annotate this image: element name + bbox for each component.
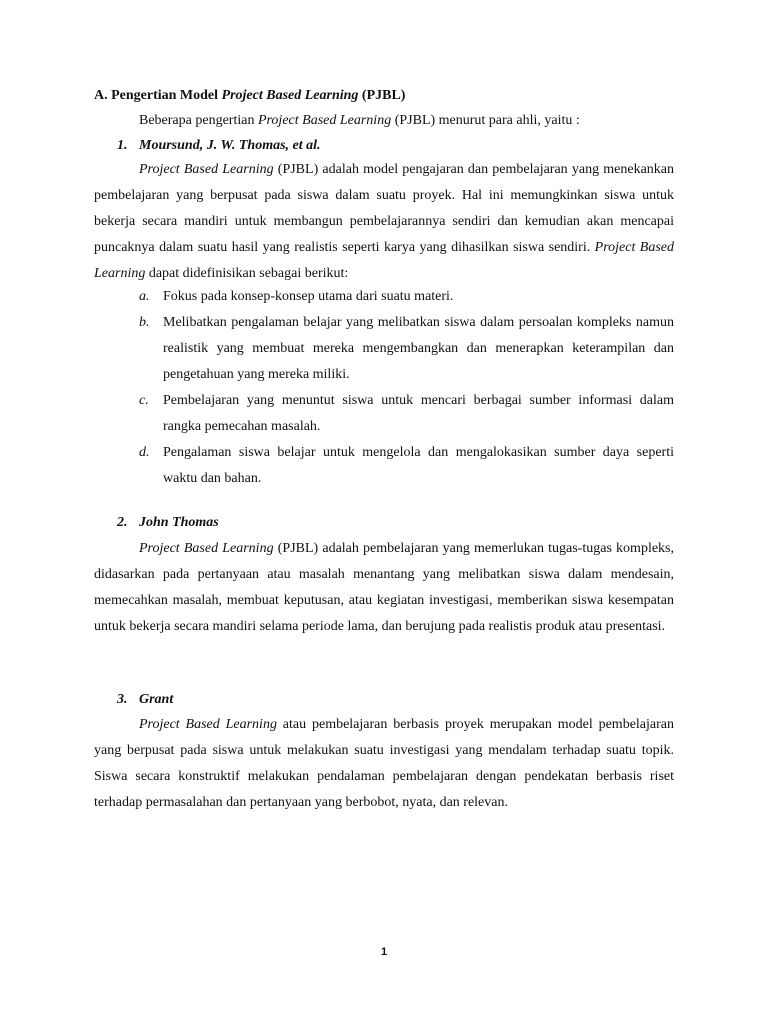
list-text: Pembelajaran yang menuntut siswa untuk mencari berbagai sumber informasi dalam rangka pemecahan masalah. <box>163 393 674 434</box>
subsection-number: 2. <box>117 515 128 530</box>
list-item <box>139 388 674 440</box>
subsection-heading-2 <box>117 513 219 533</box>
intro-before: Beberapa pengertian <box>139 113 258 128</box>
paragraph-text: (PJBL) adalah pembelajaran yang memerlukan tugas-tugas kompleks, didasarkan pada pertanyaan atau masalah menantang yang melibatkan siswa dalam mendesain, memecahkan masalah, membuat keputusan, atau kegiatan investigasi, memberikan siswa kesempatan untuk bekerja secara mandiri selama periode lama, dan berujung pada realistis produk atau presentasi. <box>94 541 674 634</box>
heading-suffix: (PJBL) <box>358 88 406 103</box>
paragraph-1 <box>94 157 674 287</box>
heading-italic: Project Based Learning <box>221 88 359 103</box>
section-heading <box>94 86 405 106</box>
list-marker: d. <box>139 445 150 460</box>
paragraph-3 <box>94 712 674 816</box>
list-text: Pengalaman siswa belajar untuk mengelola dan mengalokasikan sumber daya seperti waktu dan bahan. <box>163 445 674 486</box>
paragraph-italic: Project Based Learning <box>139 541 274 556</box>
intro-after: (PJBL) menurut para ahli, yaitu : <box>391 113 580 128</box>
intro-italic: Project Based Learning <box>257 113 392 128</box>
paragraph-italic: Project Based Learning <box>139 162 274 177</box>
list-item <box>139 310 674 388</box>
list-marker: a. <box>139 289 150 304</box>
list-text: Fokus pada konsep-konsep utama dari suatu materi. <box>163 289 454 304</box>
list-text: Melibatkan pengalaman belajar yang melibatkan siswa dalam persoalan kompleks namun realistik yang membuat mereka mengembangkan dan menerapkan keterampilan dan pengetahuan yang mereka miliki. <box>163 315 674 382</box>
list-marker: b. <box>139 315 150 330</box>
definition-list <box>139 284 674 492</box>
subsection-name: John Thomas <box>139 515 219 530</box>
subsection-number: 3. <box>117 692 128 707</box>
paragraph-text: (PJBL) adalah model pengajaran dan pembelajaran yang menekankan pembelajaran yang berpusat pada siswa dalam suatu proyek. Hal ini memungkinkan siswa untuk bekerja secara mandiri untuk membangun pembelajarannya sendiri dan kemudian akan mencapai puncaknya dalam suatu hasil yang realistis seperti karya yang dihasilkan siswa sendiri. <box>94 162 674 255</box>
paragraph-italic: Project Based Learning <box>139 717 277 732</box>
list-marker: c. <box>139 393 149 408</box>
list-item <box>139 440 674 492</box>
list-item <box>139 284 674 310</box>
subsection-name: Grant <box>139 692 174 707</box>
heading-prefix: A. Pengertian Model <box>94 88 222 103</box>
page-number: 1 <box>380 946 388 958</box>
paragraph-2 <box>94 536 674 640</box>
paragraph-italic-2: Project Based Learning <box>94 240 675 281</box>
subsection-name: Moursund, J. W. Thomas, et al. <box>139 138 321 153</box>
subsection-number: 1. <box>117 138 128 153</box>
intro-line <box>139 111 580 131</box>
paragraph-text: atau pembelajaran berbasis proyek merupakan model pembelajaran yang berpusat pada siswa untuk melakukan suatu investigasi yang mendalam terhadap suatu topik. Siswa secara konstruktif melakukan pendalaman pembelajaran dengan pendekatan berbasis riset terhadap permasalahan dan pertanyaan yang berbobot, nyata, dan relevan. <box>94 717 674 810</box>
paragraph-end: dapat didefinisikan sebagai berikut: <box>145 266 349 281</box>
subsection-heading-3 <box>117 690 173 710</box>
subsection-heading-1 <box>117 136 321 156</box>
